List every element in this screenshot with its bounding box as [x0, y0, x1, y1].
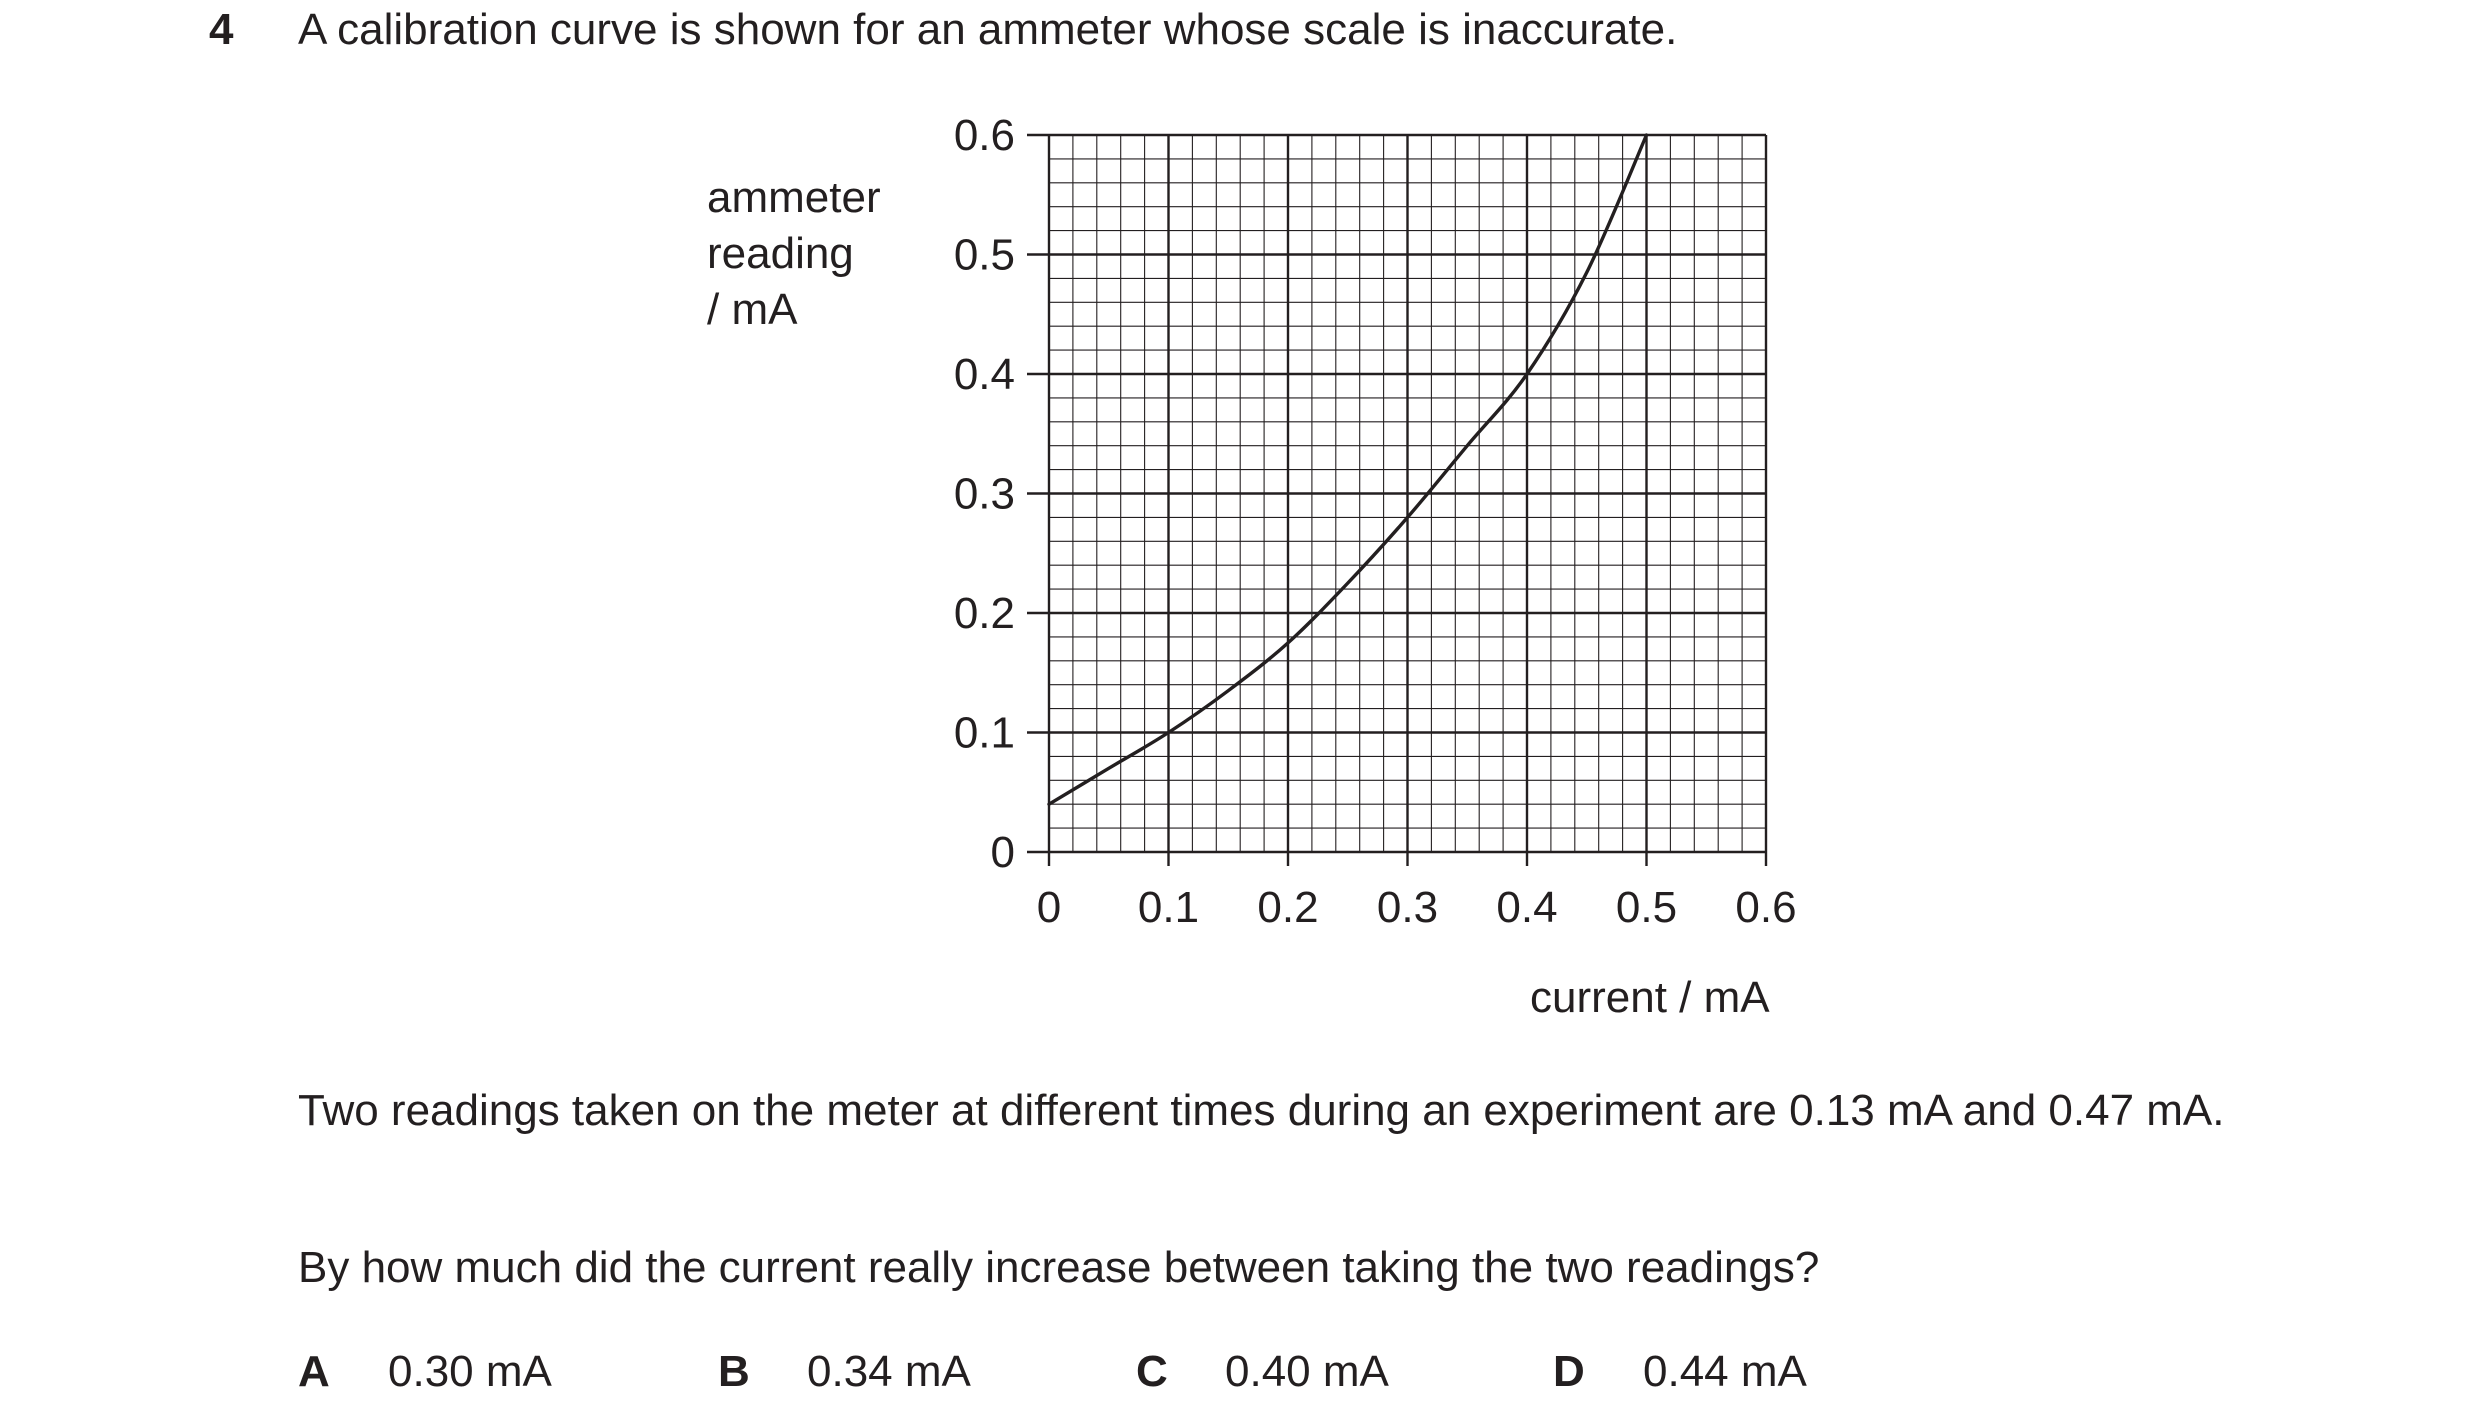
option-b-text[interactable]: 0.34 mA [807, 1347, 971, 1396]
option-c-text[interactable]: 0.40 mA [1225, 1347, 1389, 1396]
y-tick-labels [954, 111, 1015, 877]
option-c-letter: C [1136, 1347, 1168, 1396]
y-tick-label: 0.1 [953, 708, 1015, 758]
y-tick-label: 0.2 [953, 589, 1015, 638]
x-tick-label: 0.5 [1615, 883, 1678, 932]
x-tick-label: 0.2 [1257, 883, 1319, 932]
y-tick-label: 0.3 [953, 469, 1015, 519]
question-stem: A calibration curve is shown for an ammeter whose scale is inaccurate. [298, 5, 1678, 54]
major-grid [1049, 135, 1766, 852]
x-tick-labels [1037, 883, 1797, 932]
y-tick-label: 0.5 [953, 230, 1015, 280]
question-number: 4 [209, 5, 234, 54]
x-tick-label: 0.4 [1496, 883, 1558, 932]
y-tick-label: 0.4 [953, 350, 1015, 399]
y-axis-label-line-2: reading [707, 229, 854, 278]
y-tick-label: 0.6 [953, 111, 1015, 160]
option-a-text[interactable]: 0.30 mA [388, 1347, 552, 1396]
readings-paragraph: Two readings taken on the meter at different times during an experiment are 0.13 mA and 0.47 mA. [298, 1086, 2225, 1135]
option-a-letter: A [298, 1347, 330, 1396]
option-b-letter: B [718, 1347, 750, 1396]
x-tick-label: 0 [1036, 883, 1062, 932]
x-tick-label: 0.3 [1376, 883, 1439, 932]
y-axis-label-line-3: / mA [707, 285, 798, 334]
y-axis-label-line-1: ammeter [707, 173, 881, 222]
x-axis-label: current / mA [1530, 973, 1770, 1022]
x-tick-label: 0.6 [1735, 883, 1797, 932]
question-prompt: By how much did the current really increase between taking the two readings? [298, 1243, 1820, 1292]
y-tick-label: 0 [990, 828, 1015, 877]
option-d-letter: D [1553, 1347, 1585, 1396]
option-d-text[interactable]: 0.44 mA [1643, 1347, 1807, 1396]
x-tick-label: 0.1 [1137, 883, 1200, 932]
